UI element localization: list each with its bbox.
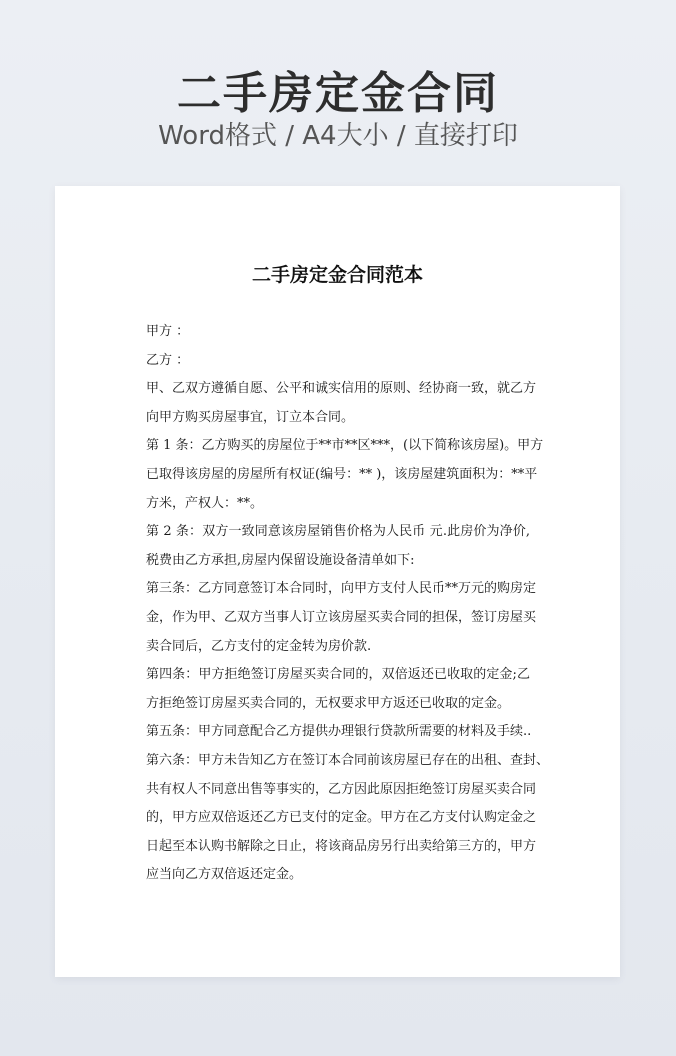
clause-6-line: 共有权人不同意出售等事实的，乙方因此原因拒绝签订房屋买卖合同: [146, 781, 537, 797]
preamble-line: 甲、乙双方遵循自愿、公平和诚实信用的原则、经协商一致，就乙方: [146, 381, 537, 397]
clause-1-line: 已取得该房屋的房屋所有权证(编号：** )，该房屋建筑面积为：**平: [146, 466, 538, 482]
clause-6-line: 应当向乙方双倍返还定金。: [146, 867, 303, 883]
preamble-line: 向甲方购买房屋事宜，订立本合同。: [146, 409, 355, 425]
clause-2-line: 税费由乙方承担,房屋内保留设施设备清单如下:: [146, 552, 415, 568]
banner-subtitle: Word格式 / A4大小 / 直接打印: [158, 121, 518, 151]
clause-4-line: 第四条：甲方拒绝签订房屋买卖合同的，双倍返还已收取的定金;乙: [146, 667, 530, 683]
party-b-line: 乙方 ：: [146, 352, 190, 368]
clause-1-line: 方米，产权人：**。: [146, 495, 264, 511]
clause-4-line: 方拒绝签订房屋买卖合同的，无权要求甲方返还已收取的定金。: [146, 695, 511, 711]
clause-6-line: 日起至本认购书解除之日止，将该商品房另行出卖给第三方的，甲方: [146, 838, 537, 854]
banner-title: 二手房定金合同: [177, 68, 499, 119]
clause-1-line: 第 1 条：乙方购买的房屋位于**市**区***，(以下简称该房屋)。甲方: [146, 438, 544, 454]
clause-3-line: 卖合同后，乙方支付的定金转为房价款.: [146, 638, 372, 654]
clause-3-line: 金，作为甲、乙双方当事人订立该房屋买卖合同的担保，签订房屋买: [146, 609, 537, 625]
clause-6-line: 的，甲方应双倍返还乙方已支付的定金。甲方在乙方支付认购定金之: [146, 810, 537, 826]
clause-3-line: 第三条：乙方同意签订本合同时，向甲方支付人民币**万元的购房定: [146, 581, 537, 597]
document-body: [146, 318, 550, 890]
party-a-line: 甲方 ：: [146, 324, 190, 339]
document-title: 二手房定金合同范本: [251, 264, 423, 286]
clause-6-line: 第六条：甲方未告知乙方在签订本合同前该房屋已存在的出租、查封、: [146, 752, 550, 768]
clause-2-line: 第 2 条：双方一致同意该房屋销售价格为人民币 元.此房价为净价,: [146, 524, 530, 540]
clause-5-line: 第五条：甲方同意配合乙方提供办理银行贷款所需要的材料及手续..: [146, 724, 532, 740]
document-page-preview: [55, 186, 620, 977]
